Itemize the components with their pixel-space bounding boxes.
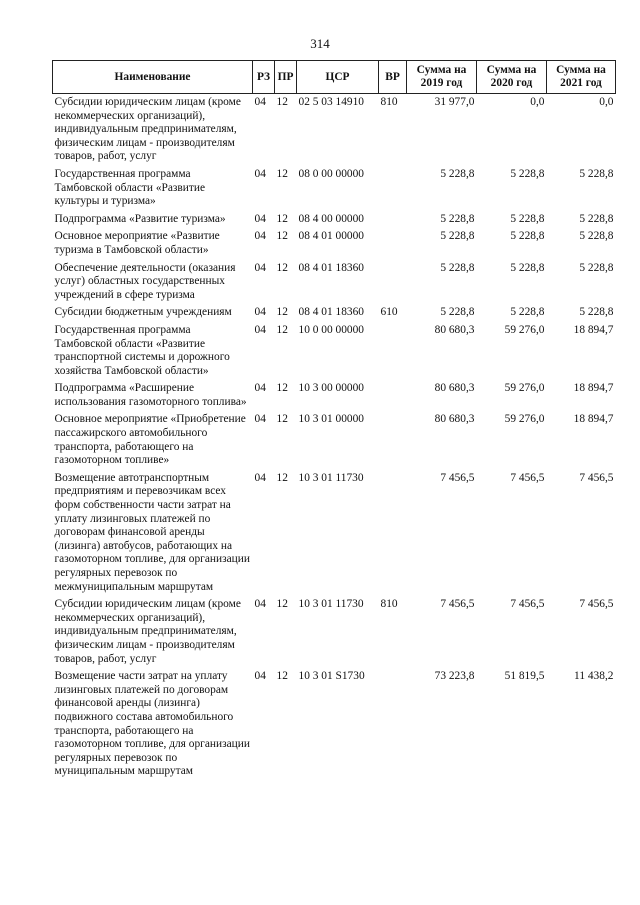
row-csr: 08 4 01 18360 xyxy=(298,261,364,274)
row-csr: 08 0 00 00000 xyxy=(298,167,364,180)
table-row xyxy=(53,168,616,213)
row-name: Возмещение части затрат на уплату лизинговых платежей по договорам финансовой аренды (лизинга) подвижного состава автомобильного транспорта, работающего на газомоторном топливе, для организации регулярных перевозок по муниципальным маршрутам xyxy=(54,670,250,778)
row-pr: 12 xyxy=(276,167,288,180)
row-rz: 04 xyxy=(254,323,266,336)
row-sum-2020: 5 228,8 xyxy=(510,230,545,243)
row-sum-2021: 7 456,5 xyxy=(579,471,614,484)
row-sum-2019: 73 223,8 xyxy=(434,670,475,683)
row-name: Субсидии юридическим лицам (кроме некоммерческих организаций), индивидуальным предпринимателям, физическим лицам - производителям товаров, работ, услуг xyxy=(54,96,241,163)
row-sum-2021: 5 228,8 xyxy=(579,212,614,225)
table-row xyxy=(53,472,616,598)
row-sum-2020: 59 276,0 xyxy=(504,382,545,395)
row-vr xyxy=(379,213,407,231)
row-name: Государственная программа Тамбовской области «Развитие культуры и туризма» xyxy=(54,167,206,208)
row-sum-2020: 5 228,8 xyxy=(510,306,545,319)
row-name: Обеспечение деятельности (оказания услуг) областных государственных учреждений в сфере туризма xyxy=(54,261,236,301)
row-csr: 10 0 00 00000 xyxy=(298,323,364,336)
row-sum-2019: 80 680,3 xyxy=(434,382,475,395)
row-sum-2019: 5 228,8 xyxy=(440,212,475,225)
row-vr: 610 xyxy=(380,306,398,319)
row-csr: 08 4 01 18360 xyxy=(298,306,364,319)
row-pr: 12 xyxy=(276,96,288,108)
row-rz: 04 xyxy=(254,382,266,395)
row-name: Государственная программа Тамбовской области «Развитие транспортной системы и дорожного хозяйства Тамбовской области» xyxy=(54,323,230,377)
row-name: Основное мероприятие «Развитие туризма в Тамбовской области» xyxy=(54,230,220,256)
header-name: Наименование xyxy=(53,61,253,94)
row-name: Возмещение автотранспортным предприятиям и перевозчикам всех форм собственности части затрат на уплату лизинговых платежей по договорам финансовой аренды (лизинга) автобусов, работающих на газомоторном топливе, для организации регулярных перевозок по межмуниципальным маршрутам xyxy=(54,471,250,593)
row-rz: 04 xyxy=(254,598,266,611)
row-csr: 10 3 01 11730 xyxy=(298,471,364,484)
row-pr: 12 xyxy=(276,413,288,426)
row-sum-2020: 59 276,0 xyxy=(504,413,545,426)
row-sum-2019: 80 680,3 xyxy=(434,413,475,426)
header-pr: ПР xyxy=(275,61,297,94)
row-sum-2019: 5 228,8 xyxy=(440,261,475,274)
row-sum-2021: 11 438,2 xyxy=(574,670,614,683)
table-row xyxy=(53,670,616,783)
row-sum-2020: 0,0 xyxy=(530,96,545,108)
row-sum-2021: 5 228,8 xyxy=(579,261,614,274)
row-name: Подпрограмма «Развитие туризма» xyxy=(54,212,226,225)
row-vr: 810 xyxy=(380,598,398,611)
row-name: Подпрограмма «Расширение использования газомоторного топлива» xyxy=(54,382,247,408)
row-vr xyxy=(379,472,407,598)
row-vr xyxy=(379,262,407,307)
row-vr xyxy=(379,324,407,382)
row-vr xyxy=(379,168,407,213)
row-sum-2021: 18 894,7 xyxy=(573,382,614,395)
table-row xyxy=(53,94,616,168)
row-sum-2019: 31 977,0 xyxy=(434,96,475,108)
row-vr xyxy=(379,413,407,471)
row-rz: 04 xyxy=(254,306,266,319)
row-rz: 04 xyxy=(254,261,266,274)
row-sum-2020: 5 228,8 xyxy=(510,212,545,225)
table-row xyxy=(53,598,616,670)
row-sum-2019: 80 680,3 xyxy=(434,323,475,336)
row-sum-2020: 5 228,8 xyxy=(510,261,545,274)
row-csr: 10 3 01 00000 xyxy=(298,413,364,426)
row-pr: 12 xyxy=(276,306,288,319)
table-row xyxy=(53,230,616,261)
budget-table xyxy=(52,60,616,783)
table-row xyxy=(53,324,616,382)
row-rz: 04 xyxy=(254,212,266,225)
table-body xyxy=(53,94,616,783)
row-csr: 10 3 01 S1730 xyxy=(298,670,365,683)
row-sum-2021: 7 456,5 xyxy=(579,598,614,611)
row-sum-2019: 7 456,5 xyxy=(440,471,475,484)
header-vr: ВР xyxy=(379,61,407,94)
row-rz: 04 xyxy=(254,167,266,180)
row-sum-2019: 5 228,8 xyxy=(440,306,475,319)
row-rz: 04 xyxy=(254,230,266,243)
page-number: 314 xyxy=(310,36,330,51)
header-rz: РЗ xyxy=(253,61,275,94)
row-sum-2021: 18 894,7 xyxy=(573,323,614,336)
header-csr: ЦСР xyxy=(297,61,379,94)
row-pr: 12 xyxy=(276,212,288,225)
row-rz: 04 xyxy=(254,670,266,683)
header-sum-2019: Сумма на 2019 год xyxy=(407,61,477,94)
row-pr: 12 xyxy=(276,261,288,274)
row-sum-2020: 59 276,0 xyxy=(504,323,545,336)
row-name: Субсидии юридическим лицам (кроме некоммерческих организаций), индивидуальным предпринимателям, физическим лицам - производителям товаров, работ, услуг xyxy=(54,598,241,665)
row-rz: 04 xyxy=(254,96,266,108)
row-pr: 12 xyxy=(276,670,288,683)
row-csr: 02 5 03 14910 xyxy=(298,96,364,108)
header-sum-2021: Сумма на 2021 год xyxy=(547,61,616,94)
table-row xyxy=(53,306,616,324)
table-row xyxy=(53,262,616,307)
row-csr: 08 4 01 00000 xyxy=(298,230,364,243)
row-vr: 810 xyxy=(380,96,398,108)
row-rz: 04 xyxy=(254,413,266,426)
row-pr: 12 xyxy=(276,230,288,243)
table-row xyxy=(53,213,616,231)
row-sum-2021: 18 894,7 xyxy=(573,413,614,426)
row-name: Субсидии бюджетным учреждениям xyxy=(54,306,232,319)
row-sum-2021: 5 228,8 xyxy=(579,230,614,243)
row-sum-2021: 0,0 xyxy=(599,96,614,108)
row-csr: 10 3 01 11730 xyxy=(298,598,364,611)
row-name: Основное мероприятие «Приобретение пассажирского автомобильного транспорта, работающего на газомоторном топливе» xyxy=(54,413,246,467)
row-sum-2020: 5 228,8 xyxy=(510,167,545,180)
row-sum-2021: 5 228,8 xyxy=(579,167,614,180)
header-sum-2020: Сумма на 2020 год xyxy=(477,61,547,94)
row-sum-2020: 7 456,5 xyxy=(510,598,545,611)
table-header-row xyxy=(53,61,616,94)
row-sum-2021: 5 228,8 xyxy=(579,306,614,319)
row-pr: 12 xyxy=(276,323,288,336)
row-sum-2020: 51 819,5 xyxy=(504,670,545,683)
row-pr: 12 xyxy=(276,471,288,484)
row-rz: 04 xyxy=(254,471,266,484)
row-sum-2020: 7 456,5 xyxy=(510,471,545,484)
row-csr: 08 4 00 00000 xyxy=(298,212,364,225)
row-csr: 10 3 00 00000 xyxy=(298,382,364,395)
row-sum-2019: 5 228,8 xyxy=(440,167,475,180)
row-vr xyxy=(379,382,407,413)
row-vr xyxy=(379,230,407,261)
row-sum-2019: 7 456,5 xyxy=(440,598,475,611)
table-row xyxy=(53,382,616,413)
row-vr xyxy=(379,670,407,783)
row-pr: 12 xyxy=(276,382,288,395)
table-row xyxy=(53,413,616,471)
row-pr: 12 xyxy=(276,598,288,611)
row-sum-2019: 5 228,8 xyxy=(440,230,475,243)
